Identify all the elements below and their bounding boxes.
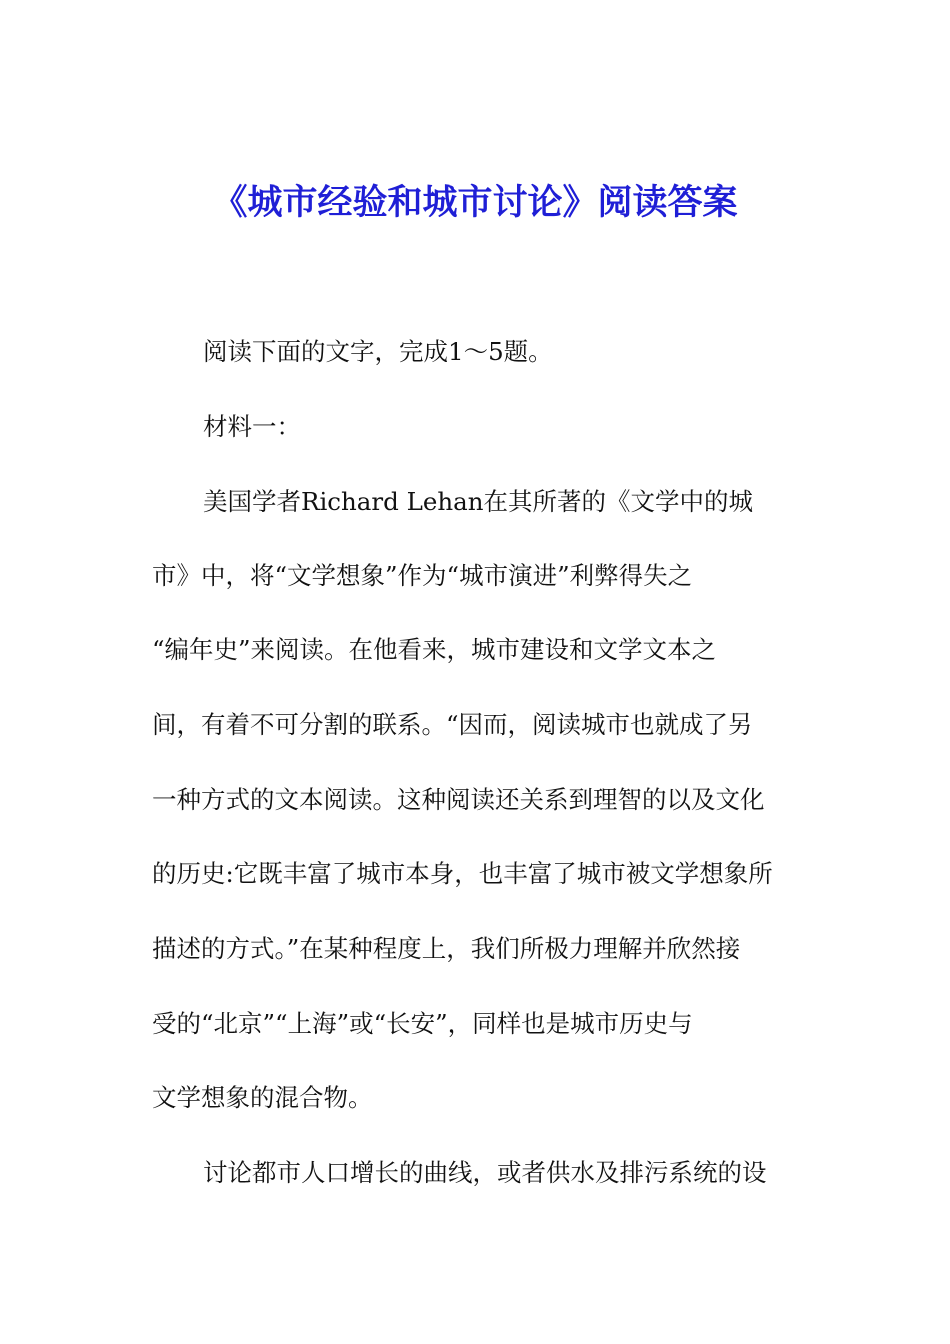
document-title: 《城市经验和城市讨论》阅读答案	[212, 182, 738, 223]
text-line: “编年史”来阅读。在他看来，城市建设和文学文本之	[152, 635, 717, 664]
text-line: 文学想象的混合物。	[152, 1083, 373, 1112]
text-line: 讨论都市人口增长的曲线，或者供水及排污系统的设	[203, 1158, 767, 1187]
text-line: 市》中，将“文学想象”作为“城市演进”利弊得失之	[152, 561, 693, 590]
text-line: 美国学者Richard Lehan在其所著的《文学中的城	[203, 487, 754, 516]
text-line: 间，有着不可分割的联系。“因而，阅读城市也就成了另	[152, 710, 753, 739]
paragraph-instruction: 阅读下面的文字，完成1～5题。	[203, 337, 553, 366]
text-line: 描述的方式。”在某种程度上，我们所极力理解并欣然接	[152, 934, 741, 963]
paragraph-material-heading: 材料一：	[203, 412, 301, 441]
text-line: 一种方式的文本阅读。这种阅读还关系到理智的以及文化	[152, 785, 765, 814]
text-line: 受的“北京”“上海”或“长安”，同样也是城市历史与	[152, 1009, 693, 1038]
text-line: 的历史:它既丰富了城市本身，也丰富了城市被文学想象所	[152, 859, 773, 888]
